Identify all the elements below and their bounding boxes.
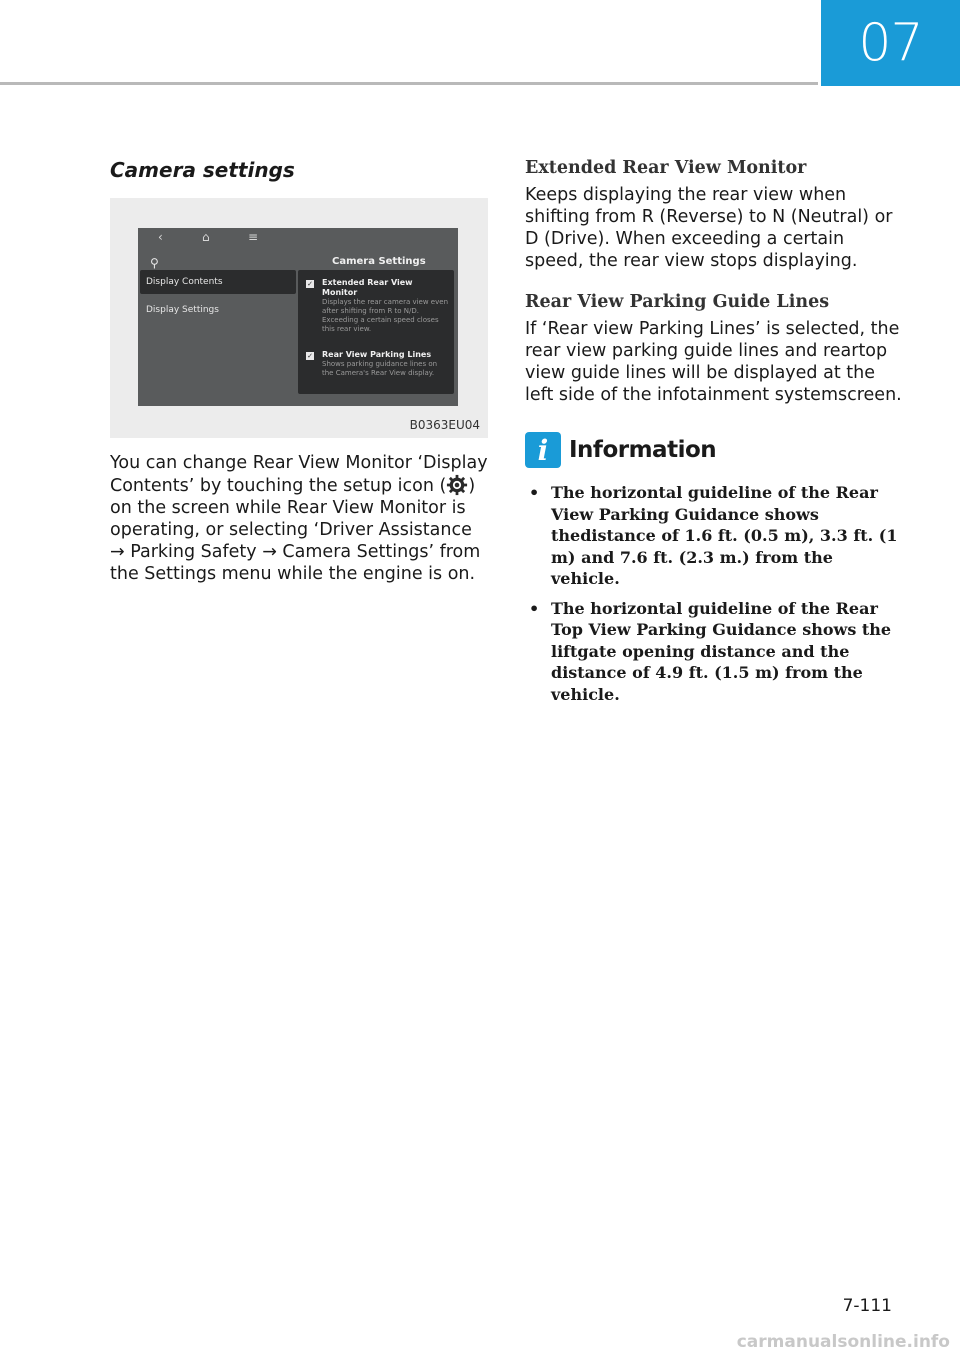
list-item-text: The horizontal guideline of the Rear View Parking Guidance shows thedistance of 1.6 ft. (0.5 m), 3.3 ft. (1 m) and 7.6 ft. (2.3 m.) from the vehicle. [551, 483, 898, 588]
option-desc: Displays the rear camera view even after shifting from R to N/D. Exceeding a certain speed closes this rear view. [322, 298, 449, 333]
option-label: Extended Rear View Monitor [322, 278, 413, 297]
chapter-number: 07 [858, 13, 923, 73]
camera-settings-paragraph [110, 452, 488, 585]
figure-code: B0363EU04 [409, 418, 480, 432]
right-column [525, 158, 905, 713]
option-extended-rear-view [306, 278, 450, 334]
infotainment-screen [138, 228, 458, 406]
information-header [525, 430, 905, 470]
screen-topbar [138, 228, 458, 250]
camera-settings-figure [110, 198, 488, 438]
bullet-icon: • [529, 598, 540, 618]
option-parking-lines [306, 350, 450, 378]
option-label: Rear View Parking Lines [322, 350, 432, 359]
list-item [525, 482, 905, 590]
parking-guide-lines-paragraph: If ‘Rear view Parking Lines’ is selected, the rear view parking guide lines and reartop view guide lines will be displayed at the left side of the infotainment systemscreen. [525, 319, 902, 405]
extended-rear-view-paragraph: Keeps displaying the rear view when shifting from R (Reverse) to N (Neutral) or D (Drive). When exceeding a certain speed, the rear view stops displaying. [525, 185, 893, 271]
para-text: ) on the screen while Rear View Monitor is operating, or selecting ‘Driver Assistance → Parking Safety → Camera Settings’ from the Settings menu while the engine is on. [110, 476, 481, 584]
screen-title: Camera Settings [332, 256, 426, 267]
checkbox-icon: ✓ [307, 352, 313, 360]
menu-item-display-contents: Display Contents [140, 270, 296, 294]
search-icon: ⚲ [150, 256, 159, 270]
heading-extended-rear-view: Extended Rear View Monitor [525, 158, 807, 178]
heading-parking-guide-lines: Rear View Parking Guide Lines [525, 292, 830, 312]
para-text: You can change Rear View Monitor ‘Display Contents’ by touching the setup icon ( [110, 453, 488, 496]
gear-icon [446, 474, 468, 496]
header-rule [0, 82, 818, 85]
option-desc: Shows parking guidance lines on the Camera's Rear View display. [322, 360, 438, 377]
list-item [525, 598, 905, 706]
section-title: Camera settings [110, 158, 295, 182]
home-icon: ⌂ [202, 230, 210, 244]
information-list [525, 482, 905, 705]
page-number: 7-111 [842, 1296, 892, 1316]
bullet-icon: • [529, 483, 540, 502]
menu-icon: ≡ [248, 230, 259, 244]
menu-item-display-settings: Display Settings [146, 305, 219, 315]
back-icon: ‹ [158, 230, 163, 244]
information-icon: i [525, 432, 561, 468]
chapter-tab [821, 0, 960, 86]
watermark: carmanualsonline.info [736, 1332, 950, 1352]
information-title: Information [569, 437, 717, 463]
left-column [110, 158, 488, 585]
options-panel [298, 270, 454, 394]
checkbox-icon: ✓ [307, 280, 313, 288]
list-item-text: The horizontal guideline of the Rear Top View Parking Guidance shows the liftgate opening distance and the distance of 4.9 ft. (1.5 m) from the vehicle. [551, 598, 892, 704]
